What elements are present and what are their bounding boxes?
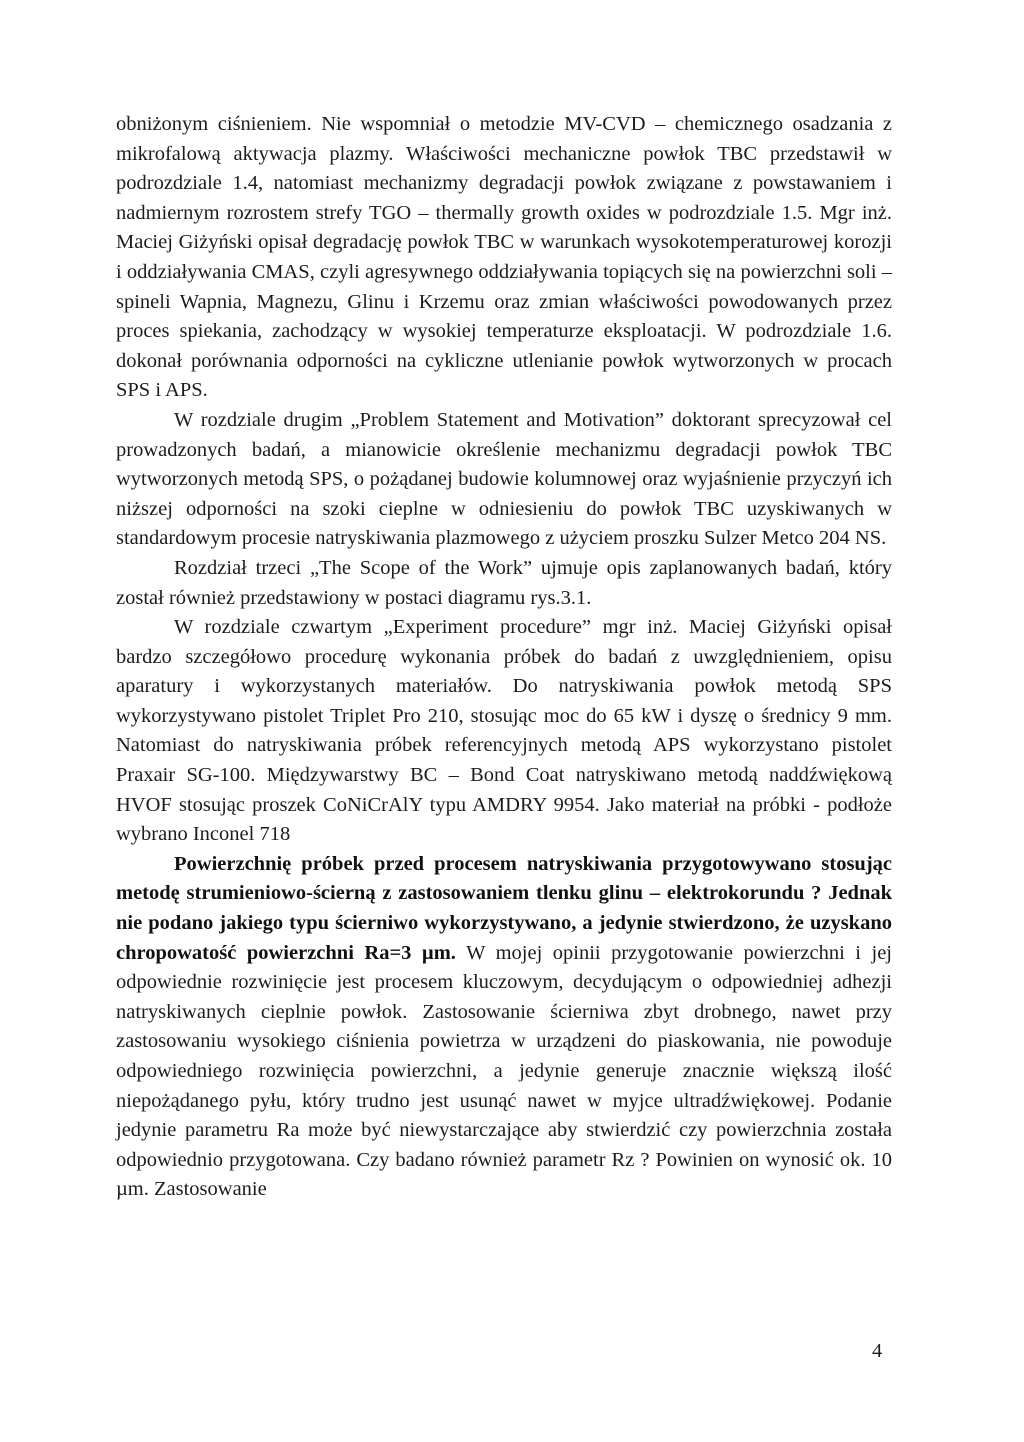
paragraph-5-bold: Powierzchnię próbek przed procesem natryskiwania przygotowywano stosując metodę strumieniowo-ścierną z zastosowaniem tlenku glinu – elektrokorundu ? Jednak nie podano jakiego typu ścierniwo wykorzystywano, a jedynie stwierdzono, że uzyskano chropowatość powierzchni Ra=3 µm. (116, 852, 892, 964)
document-body (116, 110, 892, 1205)
paragraph-2: W rozdziale drugim „Problem Statement and Motivation” doktorant sprecyzował cel prowadzonych badań, a mianowicie określenie mechanizmu degradacji powłok TBC wytworzonych metodą SPS, o pożądanej budowie kolumnowej oraz wyjaśnienie przyczyń ich niższej odporności na szoki cieplne w odniesieniu do powłok TBC uzyskiwanych w standardowym procesie natryskiwania plazmowego z użyciem proszku Sulzer Metco 204 NS. (116, 408, 892, 550)
paragraph-5 (116, 850, 892, 1205)
paragraph-5-normal: W mojej opinii przygotowanie powierzchni i jej odpowiednie rozwinięcie jest procesem kluczowym, decydującym o odpowiedniej adhezji natryskiwanych cieplnie powłok. Zastosowanie ścierniwa zbyt drobnego, nawet przy zastosowaniu wysokiego ciśnienia powietrza w urządzeni do piaskowania, nie powoduje odpowiedniego rozwinięcia powierzchni, a jedynie generuje znacznie większą ilość niepożądanego pyłu, który trudno jest usunąć nawet w myjce ultradźwiękowej. Podanie jedynie parametru Ra może być niewystarczające aby stwierdzić czy powierzchnia została odpowiednio przygotowana. Czy badano również parametr Rz ? Powinien on wynosić ok. 10 µm. Zastosowanie (116, 941, 892, 1201)
page-number: 4 (872, 1340, 883, 1362)
paragraph-3: Rozdział trzeci „The Scope of the Work” ujmuje opis zaplanowanych badań, który został również przedstawiony w postaci diagramu rys.3.1. (116, 556, 892, 609)
paragraph-4: W rozdziale czwartym „Experiment procedure” mgr inż. Maciej Giżyński opisał bardzo szczegółowo procedurę wykonania próbek do badań z uwzględnieniem, opisu aparatury i wykorzystanych materiałów. Do natryskiwania powłok metodą SPS wykorzystywano pistolet Triplet Pro 210, stosując moc do 65 kW i dyszę o średnicy 9 mm. Natomiast do natryskiwania próbek referencyjnych metodą APS wykorzystano pistolet Praxair SG-100. Międzywarstwy BC – Bond Coat natryskiwano metodą naddźwiękową HVOF stosując proszek CoNiCrAlY typu AMDRY 9954. Jako materiał na próbki - podłoże wybrano Inconel 718 (116, 616, 892, 846)
paragraph-1: obniżonym ciśnieniem. Nie wspomniał o metodzie MV-CVD – chemicznego osadzania z mikrofalową aktywacja plazmy. Właściwości mechaniczne powłok TBC przedstawił w podrozdziale 1.4, natomiast mechanizmy degradacji powłok związane z powstawaniem i nadmiernym rozrostem strefy TGO – thermally growth oxides w podrozdziale 1.5. Mgr inż. Maciej Giżyński opisał degradację powłok TBC w warunkach wysokotemperaturowej korozji i oddziaływania CMAS, czyli agresywnego oddziaływania topiących się na powierzchni soli – spineli Wapnia, Magnezu, Glinu i Krzemu oraz zmian właściwości powodowanych przez proces spiekania, zachodzący w wysokiej temperaturze eksploatacji. W podrozdziale 1.6. dokonał porównania odporności na cykliczne utlenianie powłok wytworzonych w procach SPS i APS. (116, 113, 892, 402)
